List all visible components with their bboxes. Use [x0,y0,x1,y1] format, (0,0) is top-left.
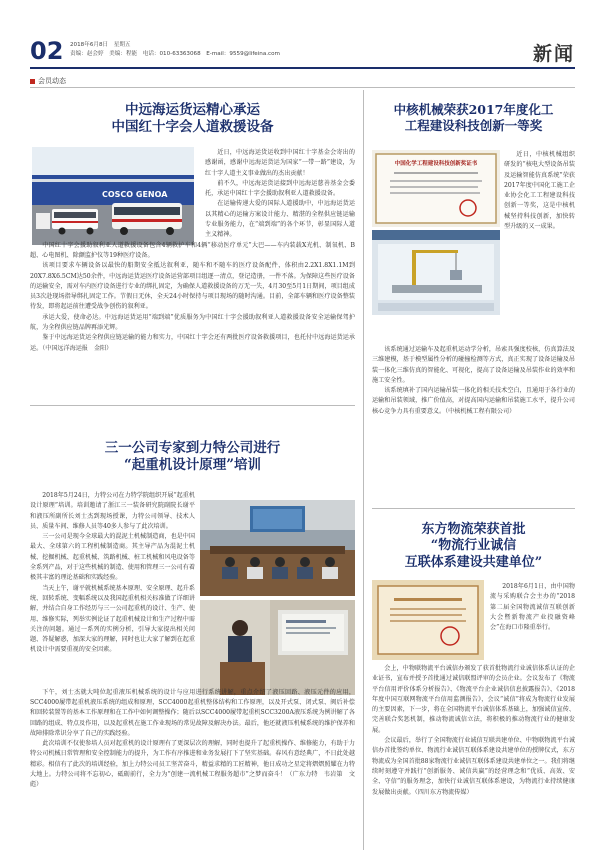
header-meta [70,41,280,59]
svg-text:COSCO GENOA: COSCO GENOA [102,190,168,199]
article4-para-2: 会上，中物联物流平台诚信办颁发了获首批物流行业诚信体系认证的企业证书，宣布并授予首批通过诚信联盟评审的会员企业。会议发布了《物流平台信用评价体系分析报告》、《物流平台企业诚信信息披露报告》、《2018年度中国互联网物流平台信用监测报告》，会议“诚信”将成为物流行业发展的主要因素，下一步，将在全国物流平台诚信体系基础上，加强诚信宣传、完善联合奖惩机制，推动物流诚信立法，将积极的推动物流行业的健康发展。 [372,665,575,734]
section-tag [30,76,66,86]
page-number: 02 [30,37,64,65]
article4-para-1: 2018年6月1日，由中国物流与采购联合会主办的“2018第二届全国物流诚信互联创新大会暨新物流产业投融资峰会”在海口市隆重举行。 [490,583,575,632]
issue-date: 2018年6月8日 星期五 [70,42,131,48]
article3-body [372,150,575,417]
article1-body [30,148,355,354]
article-divider-left [30,405,355,406]
section-tag-label: 会员动态 [38,77,66,85]
article2-para-2: 三一公司是现今全球最大的混泥土机械制造商，也是中国最大、全球第六的工程机械制造商。其主导产品为混泥土机械、挖掘机械、起重机械、筑路机械、桩工机械和风电设备等全系列产品，对于这些机械的制造、使用和管理三一公司有着极其丰富的理论基础和实践经验。 [30,533,195,582]
article-divider-right [372,508,575,509]
article1-para-4: 中国红十字会援助叙利亚人道救援设备包含4辆救护车和4辆“移动医疗单元”大巴——车内装载X光机、制氧机、B超、心电图机、除颤监护仪等19种医疗设备。 [30,241,355,259]
article4-para-3: 会议最后，举行了全国物流行业诚信互联共建单位、中物联物流平台诚信办首批签约单位、物流行业诚信互联体系建设共建单位的授牌仪式，东方物流成为全国首批88家物流行业诚信互联体系建设共建单位之一。我们将继续时刻遵守并践行“创新服务、诚信共赢”的经营理念和“优质、高效、安全、守信”的服务理念，加快行业诚信互联体系建设，为物流行业持续健康发展做出贡献。（四川东方物流传媒） [372,737,575,796]
staff-credits: 责编：赵会婷 美编：程能 电话：010-63363068 E-mail：9559@lifeina.com [70,51,280,57]
article3-para-2: 该系统通过运输车及起重机运动学分析，吊索具强度校核，仿真算法及三维建模，基于模型属性分析的碰撞检测等方式，真正实现了设备运输及吊装一体化三维仿真的智能化、可视化，提高了设备运输及吊装作业的效率和施工安全性。 [372,346,575,384]
article3-title: 中核机械荣获2017年度化工 工程建设科技创新一等奖 [393,102,554,133]
article2-title: 三一公司专家到力特公司进行 “起重机设计原理”培训 [104,440,281,473]
article3-para-3: 该系统填补了国内运输吊装一体化的相关技术空白，且通用于各行业的运输和吊装领域，推广价值高，对提高国内运输和吊装施工水平，提升公司核心竞争力具有重要意义。（中核机械工程有限公司） [372,387,575,415]
tag-square-icon [30,79,35,84]
header-rule [30,67,575,69]
tag-rule [30,87,575,88]
article2-para-1: 2018年5月24日，力特公司在力特学院组织开展“起重机设计原理”培训。培训邀请了浙江三一装备研究院副院长谢平和液压所副所长刘士杰到现场授课，力特公司领导、技术人员、质量车间、维修人员等40多人参与了此次培训。 [30,492,195,530]
article2-body [30,491,355,791]
article1-para-6: 承运大爱，使命必达。中远海运货运用“端到端”优质服务为中国红十字会援助叙利亚人道救援设备安全运输保驾护航，为全程供应链品牌再添光辉。 [30,313,355,332]
article2-para-3: 当天上午，谢平就机械系统基本原理、安全原理、起升系统、回转系统、变幅系统以及我国起重机相关标准做了详细讲解，并结合自身工作经历与三一公司起重机的设计、生产、使用、维修实际，列举实例论证了起重机械设计和生产过程中需关注的问题。通过一系列的实例分析，引导大家提出相关问题、答疑解惑，加深大家的理解，同时也让大家了解到在起重机设计中需要重视的安全因素。 [30,584,195,654]
article1-para-2: 前不久，中远海运货运接到中远海运慈善基金会委托，承运中国红十字会援助叙利亚人道救援设备。 [205,179,355,198]
article2-para-5: 此次培训不仅使参培人员对起重机的设计原理有了更深层次的理解，同时也提升了起重机操作、维修能力，有助于力特公司机械日常管理和安全控制能力的提升，为工作有序推进和业务发展打下了坚实基础。春风有意经典广，不日此处越精彩。相信有了此次的培训经验，加上力特公司员工坚苦奋斗，精益求精的工匠精神，他日成功之星定将熠熠照耀在力特大地上。力特公司将不忘初心，砥砺前行，全力为“创建一流机械工程服务超市”之梦而奋斗！（广东力特 韦岩第 文彪） [30,740,355,789]
page-header [30,37,575,69]
article4-body [372,582,575,798]
article1-para-1: 近日，中远海运货运收到中国红十字基金会寄出的感谢函，感谢中远海运货运为国家“一带一路”建设，为红十字人道主义事业做出的杰出贡献！ [205,149,355,177]
section-title: 新闻 [532,43,575,65]
article1-para-3: 在运输传递大爱的国际人道援助中，中远海运货运以其精心的运输方案设计能力、精湛的全程供应链运输专业服务能力，在“端到端”的各个环节，彰显国际人道主义精神。 [205,200,355,239]
article4-title: 东方物流荣获首批 “物流行业诚信 互联体系建设共建单位” [404,522,543,570]
article1-para-7: 鉴于中远海运货运全程供应链运输的能力和实力，中国红十字会还有两批医疗设备救援项目，也托付中远海运货运承运。（中国远洋海运报 金阳） [30,334,355,352]
article3-para-1: 近日，中核机械组织研发的“核电大型设备吊装及运输智能仿真系统”荣获2017年度中国化工施工企业协会化工工程建设科技创新一等奖，这是中核机械坚持科技创新，加快转型升级的又一成果。 [504,151,575,231]
certificate-title: 中国化学工程建设科技创新奖证书 [394,161,478,167]
column-divider [363,90,364,850]
article1-para-5: 该项目要求车辆设备以最快的船期安全抵达叙利亚，随车和不随车的医疗设备配件，体积由2.2X1.8X1.1M到20X7.8X6.5CM达50余件，中远海运货运医疗设备运营部项目组逐一清点，登记造册，一件不落。为保障这些医疗设备的运输安全，需对车内医疗设备进行专业的绑扎固定，为确保人道救援设备的万无一失，4月30至5月1日期间，项目组成员3次赴现场指导绑扎固定工作。节假日无休，全天24小时保持与项目现场的随时沟通。目前，全部车辆和医疗设备整装待发，即将起运前往遭受战争创伤的叙利亚。 [30,262,355,311]
article1-title: 中远海运货运精心承运 中国红十字会人道救援设备 [111,102,274,135]
article2-para-4: 下午，刘士杰就大吨位起重液压机械系统的设计与应用进行系统讲解，重点介绍了液压回路、液压元件的应用，SCC4000履带起重机液压系统的组成和原理，SCC4000起重机整体结构和工作原理，以及开式泵、闭式泵、阀后补偿和回转装置等的基本工作原理和在工作中如何调整操作；随后以SCC4000履带起重机SCC3200A液压系统为例讲解了各回路的组成、特点及作用，以及起重机在施工作业现场的常见故障及解决办法。最后，他还就液压机械系统的维护保养和故障排除常识分享了自己的实践经验。 [30,688,355,737]
